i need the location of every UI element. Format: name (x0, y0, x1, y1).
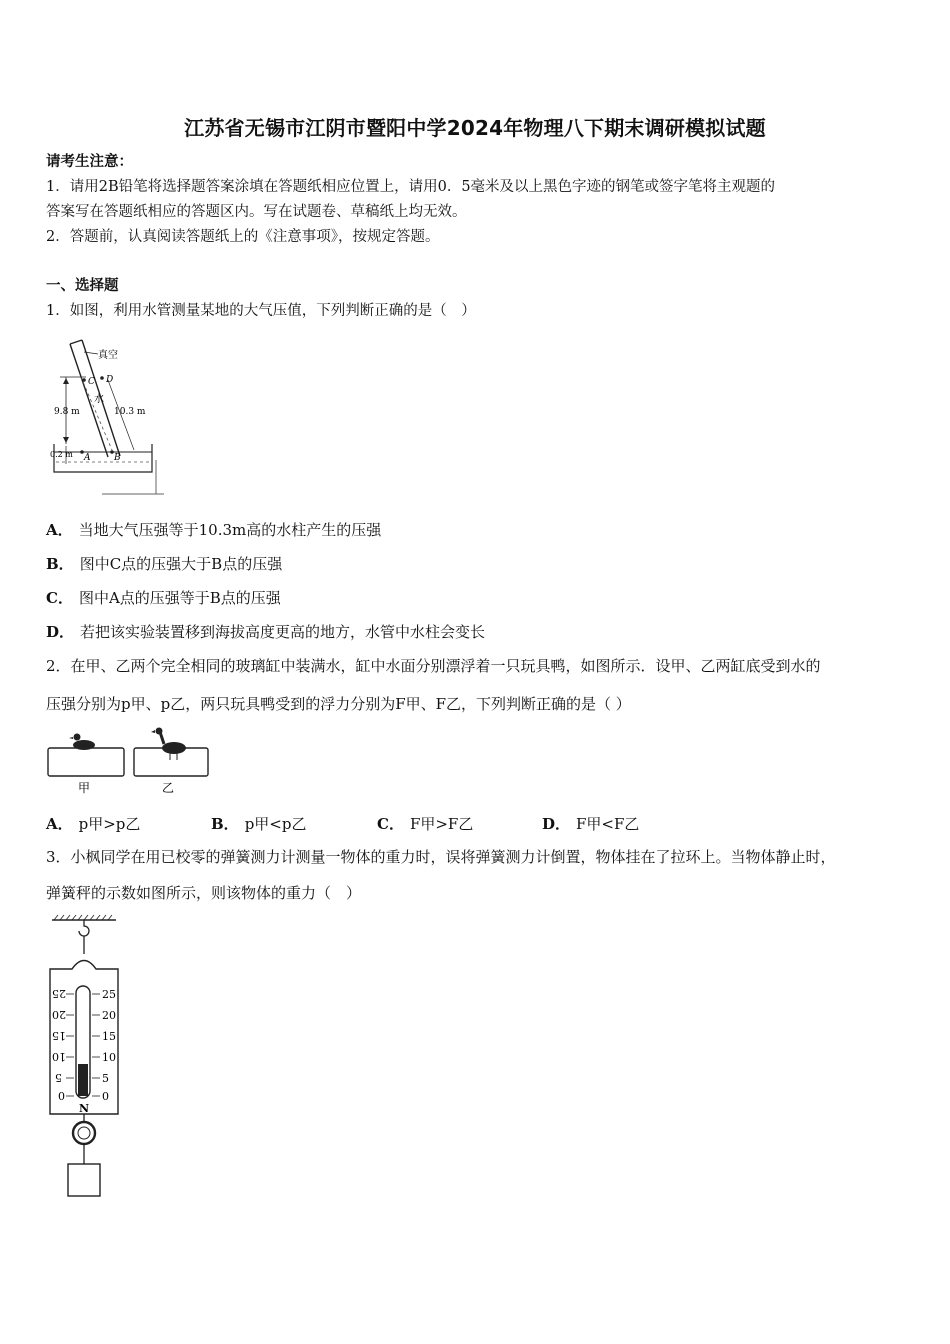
notice-heading: 请考生注意： (46, 153, 133, 170)
option-label: B． (211, 815, 239, 833)
tank-label-left: 甲 (78, 781, 91, 795)
option-text: 若把该实验装置移到海拔高度更高的地方，水管中水柱会变长 (80, 623, 486, 641)
notice-item-2: 2．答题前，认真阅读答题纸上的《注意事项》，按规定答题。 (46, 229, 440, 245)
tank-label-right: 乙 (162, 781, 175, 795)
q2-option-c[interactable] (377, 813, 473, 834)
notice-item-1-line-1: 1．请用2B铅笔将选择题答案涂填在答题纸相应位置上，请用0．5毫米及以上黑色字迹的钢笔或签字笔将主观题的 (46, 179, 776, 195)
option-text: F甲>F乙 (409, 815, 474, 833)
q3-spring-scale-figure (46, 914, 124, 1200)
q2-option-d[interactable] (542, 813, 639, 834)
tick-left-20: 20 (52, 1008, 66, 1021)
tick-left-10: 10 (52, 1050, 66, 1063)
label-height-right: 10.3 m (114, 407, 146, 417)
option-text: F甲<F乙 (576, 815, 640, 833)
tick-left-5: 5 (55, 1071, 62, 1084)
q2-stem-line-2: 压强分别为p甲、p乙，两只玩具鸭受到的浮力分别为F甲、F乙，下列判断正确的是（ ） (46, 695, 631, 713)
tick-left-0: 0 (58, 1090, 65, 1103)
option-label: C． (46, 589, 73, 607)
option-label: A． (46, 521, 73, 539)
option-text: p甲>p乙 (78, 815, 141, 833)
option-label: D． (542, 815, 571, 833)
option-text: p甲<p乙 (244, 815, 307, 833)
tick-right-20: 20 (102, 1009, 116, 1022)
label-depth: 0.2 m (50, 450, 73, 459)
option-label: D． (46, 623, 75, 641)
q1-option-a[interactable] (46, 519, 381, 540)
page-title: 江苏省无锡市江阴市暨阳中学2024年物理八下期末调研模拟试题 (184, 116, 766, 140)
option-text: 当地大气压强等于10.3m高的水柱产生的压强 (78, 521, 382, 539)
q1-option-c[interactable] (46, 587, 281, 608)
tick-left-15: 15 (52, 1029, 66, 1042)
q3-stem-line-1: 3．小枫同学在用已校零的弹簧测力计测量一物体的重力时，误将弹簧测力计倒置，物体挂在了拉环上。当物体静止时， (46, 848, 836, 866)
tick-right-10: 10 (102, 1051, 116, 1064)
q1-option-d[interactable] (46, 621, 485, 642)
q2-stem-line-1: 2．在甲、乙两个完全相同的玻璃缸中装满水，缸中水面分别漂浮着一只玩具鸭，如图所示．设甲、乙两缸底受到水的 (46, 657, 821, 675)
label-vacuum: 真空 (98, 350, 118, 361)
q2-option-a[interactable] (46, 813, 140, 834)
label-point-c: C (88, 377, 95, 387)
option-label: A． (46, 815, 73, 833)
q2-option-b[interactable] (211, 813, 306, 834)
label-water: 水 (94, 394, 104, 405)
tick-right-15: 15 (102, 1030, 116, 1043)
q3-stem-line-2: 弹簧秤的示数如图所示，则该物体的重力（ ） (46, 884, 362, 902)
tick-right-25: 25 (102, 988, 116, 1001)
label-point-b: B (114, 453, 121, 463)
duck-right-icon (151, 728, 186, 761)
section-heading-choice: 一、选择题 (46, 277, 119, 294)
option-label: B． (46, 555, 74, 573)
q1-tube-figure (46, 332, 166, 498)
q1-option-b[interactable] (46, 553, 282, 574)
notice-item-1-line-2: 答案写在答题纸相应的答题区内。写在试题卷、草稿纸上均无效。 (46, 204, 467, 220)
label-point-d: D (106, 375, 114, 385)
tick-right-0: 0 (102, 1090, 109, 1103)
tick-right-5: 5 (102, 1072, 109, 1085)
tick-left-25: 25 (52, 987, 66, 1000)
option-text: 图中A点的压强等于B点的压强 (78, 589, 281, 607)
label-point-a: A (84, 453, 91, 463)
label-height-left: 9.8 m (54, 407, 80, 417)
q2-tanks-figure (46, 726, 211, 798)
q1-stem: 1．如图，利用水管测量某地的大气压值，下列判断正确的是（ ） (46, 303, 476, 319)
unit-label: N (79, 1102, 90, 1115)
option-label: C． (377, 815, 404, 833)
option-text: 图中C点的压强大于B点的压强 (79, 555, 283, 573)
